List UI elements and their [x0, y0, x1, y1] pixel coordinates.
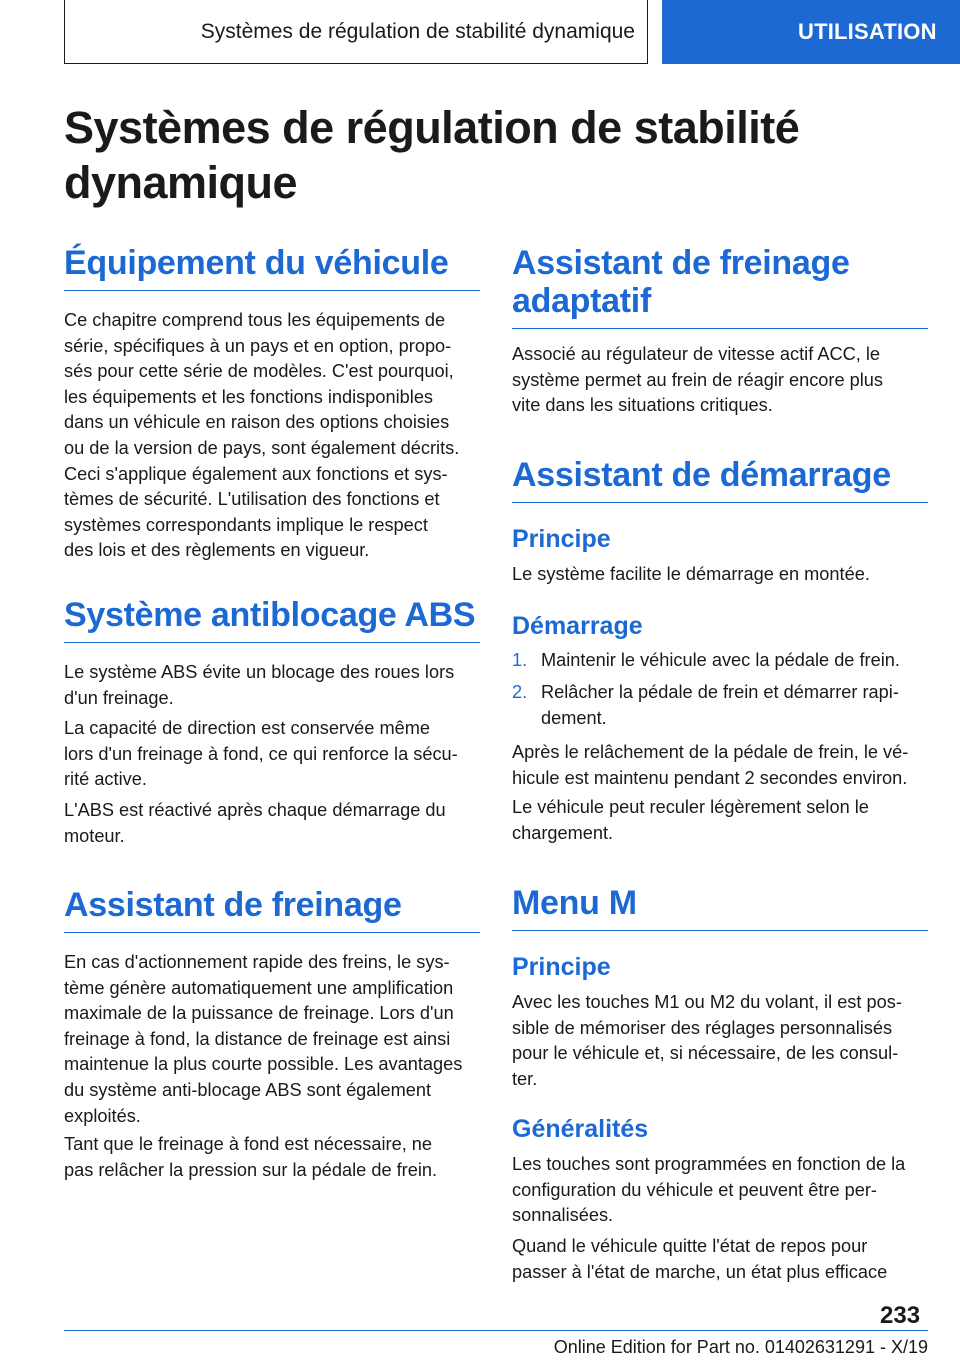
text-line: du système anti‐blocage ABS sont également — [64, 1079, 431, 1100]
menu-m-general-paragraph-1 — [512, 1152, 928, 1229]
text-line: maintenue la plus courte possible. Les avantages — [64, 1054, 463, 1075]
text-line: ou de la version de pays, sont également décrits. — [64, 437, 460, 458]
text-line: Tant que le freinage à fond est nécessaire, ne — [64, 1134, 433, 1154]
text-line: maximale de la puissance de freinage. Lors d'un — [64, 1003, 454, 1024]
text-line: La capacité de direction est conservée même — [64, 718, 430, 738]
heading-adaptive-brake — [512, 244, 928, 329]
heading-equipement: Équipement du véhicule — [64, 244, 480, 291]
step-text — [541, 680, 929, 731]
text-line: lors d'un freinage à fond, ce qui renforce la sécu‐ — [64, 743, 458, 764]
step-text: Maintenir le véhicule avec la pédale de frein. — [541, 650, 900, 670]
text-line: exploités. — [64, 1105, 141, 1126]
heading-start-assist: Assistant de démarrage — [512, 456, 928, 503]
text-line: dans un véhicule en raison des options choisies — [64, 412, 450, 433]
text-line: Avec les touches M1 ou M2 du volant, il est pos‐ — [512, 992, 902, 1012]
text-line: L'ABS est réactivé après chaque démarrage du — [64, 800, 446, 820]
abs-paragraph-3 — [64, 798, 480, 849]
heading-line: Assistant de freinage — [512, 244, 850, 282]
start-assist-principle-text: Le système facilite le démarrage en montée. — [512, 564, 870, 584]
abs-paragraph-1 — [64, 660, 480, 711]
text-line: sible de mémoriser des réglages personnalisés — [512, 1017, 893, 1038]
text-line: sés pour cette série de modèles. C'est pourquoi, — [64, 361, 454, 382]
start-assist-after-paragraph — [512, 740, 928, 791]
heading-line: adaptatif — [512, 282, 651, 320]
footer-edition: Online Edition for Part no. 01402631291 - X/19 — [553, 1337, 928, 1357]
step-item — [512, 648, 928, 674]
text-line: systèmes correspondants implique le respect — [64, 514, 428, 535]
text-line: chargement. — [512, 822, 614, 843]
text-line: hicule est maintenu pendant 2 secondes environ. — [512, 767, 908, 788]
step-item — [512, 680, 928, 732]
page-title: Systèmes de régulation de stabilité dynamique — [64, 102, 800, 208]
start-assist-roll-paragraph — [512, 795, 928, 846]
chapter-tab — [662, 0, 960, 64]
running-header-section-title — [64, 0, 648, 64]
equipement-paragraph — [64, 308, 480, 564]
text-line: Le système ABS évite un blocage des roues lors — [64, 662, 455, 682]
text-line: Après le relâchement de la pédale de frein, le vé‐ — [512, 742, 909, 762]
text-line: passer à l'état de marche, un état plus efficace — [512, 1261, 888, 1282]
text-line: des lois et des règlements en vigueur. — [64, 540, 370, 561]
text-line: Les touches sont programmées en fonction de la — [512, 1154, 906, 1174]
text-line: Le véhicule peut reculer légèrement selon le — [512, 797, 869, 817]
text-line: d'un freinage. — [64, 687, 174, 708]
subheading-general: Généralités — [512, 1115, 649, 1143]
text-line: système permet au frein de réagir encore plus — [512, 369, 884, 390]
running-header-text: Systèmes de régulation de stabilité dynamique — [200, 19, 635, 43]
text-line: tèmes de sécurité. L'utilisation des fonctions et — [64, 489, 440, 510]
heading-brake-assist: Assistant de freinage — [64, 886, 480, 933]
step-number: 2. — [512, 682, 528, 702]
text-line: tème génère automatiquement une amplification — [64, 977, 454, 998]
text-line: pour le véhicule et, si nécessaire, de les consul‐ — [512, 1043, 899, 1064]
text-line: ter. — [512, 1068, 538, 1089]
abs-paragraph-2 — [64, 716, 480, 793]
subheading-startup: Démarrage — [512, 612, 643, 640]
text-line: En cas d'actionnement rapide des freins, le sys‐ — [64, 952, 450, 972]
text-line: série, spécifiques à un pays et en option, propo‐ — [64, 335, 452, 356]
text-line: Ceci s'applique également aux fonctions et sys‐ — [64, 463, 448, 484]
text-line: Quand le véhicule quitte l'état de repos pour — [512, 1236, 868, 1256]
text-line: vite dans les situations critiques. — [512, 395, 773, 416]
text-line: sonnalisées. — [512, 1205, 614, 1226]
subheading-principle: Principe — [512, 525, 611, 553]
brake-assist-paragraph-1 — [64, 950, 480, 1129]
adaptive-brake-paragraph — [512, 342, 928, 419]
chapter-tab-label: UTILISATION — [798, 19, 937, 44]
text-line: dement. — [541, 707, 607, 728]
menu-m-general-paragraph-2 — [512, 1234, 928, 1285]
menu-m-principle-paragraph — [512, 990, 928, 1092]
text-line: Associé au régulateur de vitesse actif ACC, le — [512, 344, 880, 364]
footer-divider — [64, 1330, 928, 1331]
step-number: 1. — [512, 650, 528, 670]
text-line: les équipements et les fonctions indisponibles — [64, 386, 434, 407]
heading-abs: Système antiblocage ABS — [64, 596, 480, 643]
subheading-principle: Principe — [512, 953, 611, 981]
text-line: Relâcher la pédale de frein et démarrer rapi‐ — [541, 682, 899, 702]
text-line: pas relâcher la pression sur la pédale de frein. — [64, 1159, 438, 1180]
text-line: Ce chapitre comprend tous les équipements de — [64, 310, 446, 330]
text-line: rité active. — [64, 769, 147, 790]
text-line: configuration du véhicule et peuvent être per‐ — [512, 1179, 877, 1200]
page-number: 233 — [880, 1302, 921, 1329]
text-line: freinage à fond, la distance de freinage est ainsi — [64, 1028, 451, 1049]
text-line: moteur. — [64, 825, 125, 846]
heading-menu-m: Menu M — [512, 884, 928, 931]
brake-assist-paragraph-2 — [64, 1132, 480, 1183]
